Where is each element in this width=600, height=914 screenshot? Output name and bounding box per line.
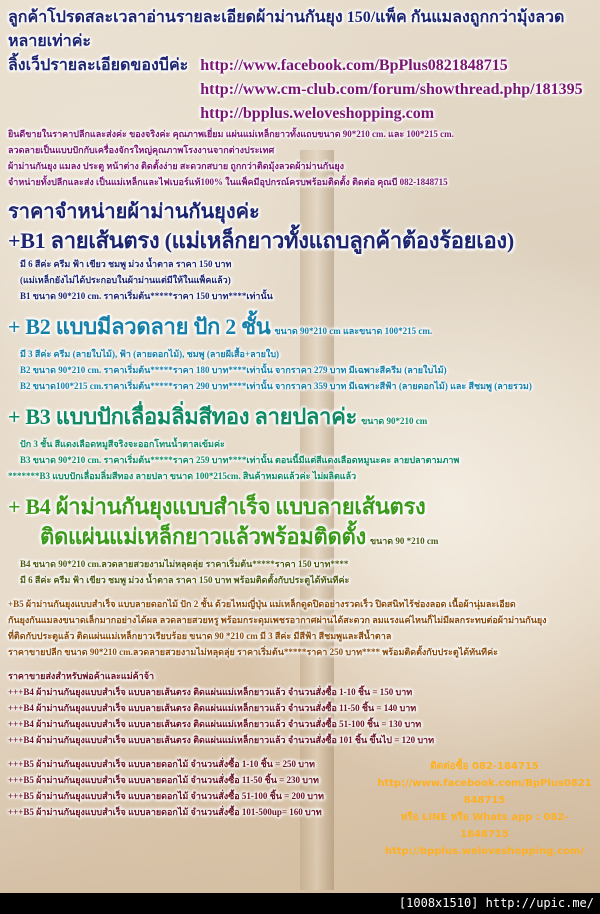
facebook-link[interactable]: http://www.facebook.com/BpPlus0821848715 [200, 57, 508, 74]
b3-line: ปัก 3 ชั้น สีแดงเลือดหมูสีจริงจะออกโทนน้ำตาลเข้มค่ะ [20, 439, 225, 449]
intro-line: ลวดลายเป็นแบบปักกับเครื่องจักรใหญ่คุณภาพโรงงานจากต่างประเทศ [8, 145, 275, 155]
b4-title: + B4 ผ้าม่านกันยุงแบบสำเร็จ แบบลายเส้นตรง [8, 494, 426, 519]
b1-line: มี 6 สีค่ะ ครีม ฟ้า เขียว ชมพู ม่วง น้ำตาล ราคา 150 บาท [20, 259, 232, 269]
b1-line: (แม่เหล็กยังไม่ได้ประกอบในผ้าม่านแต่มีให้ในแพ็คแล้ว) [20, 275, 231, 285]
b3-heading [8, 402, 592, 436]
b5-wholesale-rows [8, 756, 371, 820]
links-block [8, 54, 592, 126]
shop-link[interactable]: http://bpplus.weloveshopping.com [200, 105, 435, 122]
wholesale-row: +++B5 ผ้าม่านกันยุงแบบสำเร็จ แบบลายดอกไม้ จำนวนสั่งซื้อ 1-10 ชิ้น = 250 บาท [8, 759, 315, 769]
intro-line: ผ้าม่านกันยุง แมลง ประตู หน้าต่าง ติดตั้งง่าย สะดวกสบาย ถูกกว่าติดมุ้งลวดผ้าม่านกันยุง [8, 161, 345, 171]
wholesale-row: +++B5 ผ้าม่านกันยุงแบบสำเร็จ แบบลายดอกไม้ จำนวนสั่งซื้อ 11-50 ชิ้น = 230 บาท [8, 775, 319, 785]
b3-size: ขนาด 90*210 cm [361, 416, 428, 426]
wholesale-row: +++B4 ผ้าม่านกันยุงแบบสำเร็จ แบบลายเส้นตรง ติดแผ่นแม่เหล็กยาวแล้ว จำนวนสั่งซื้อ 101 ชิ้น ขึ้นไป = 120 บาท [8, 735, 435, 745]
footer-bar [0, 893, 600, 914]
b2-line: มี 3 สีค่ะ ครีม (ลายใบไม้), ฟ้า (ลายดอกไม้), ชมพู (ลายผีเสื้อ+ลายใบ) [20, 349, 280, 359]
wholesale-row: +++B4 ผ้าม่านกันยุงแบบสำเร็จ แบบลายเส้นตรง ติดแผ่นแม่เหล็กยาวแล้ว จำนวนสั่งซื้อ 1-10 ชิ้น = 150 บาท [8, 687, 413, 697]
price-title: ราคาจำหน่ายผ้าม่านกันยุงค่ะ [8, 201, 260, 223]
header-notice: ลูกค้าโปรดสละเวลาอ่านรายละเอียดผ้าม่านกันยุง 150/แพ็ค กันแมลงถูกกว่ามุ้งลวดหลายเท่าค่ะ [8, 9, 565, 50]
intro-line: ยินดีขายในราคาปลีกและส่งค่ะ ของจริงค่ะ คุณภาพเยี่ยม แผ่นแม่เหล็กยาวทั้งแถบขนาด 90*210 cm. และ 100*215 cm. [8, 129, 454, 139]
b2-heading [8, 312, 592, 346]
b5-line: ราคาขายปลีก ขนาด 90*210 cm.ลวดลายสวยงามไม่หลุดลุ่ย ราคาเริ่มต้น*****ราคา 250 บาท**** พร้อมติดตั้งกับประตูได้ทันทีค่ะ [8, 647, 498, 657]
b2-line: B2 ขนาด100*215 cm.ราคาเริ่มต้น*****ราคา 290 บาท****เท่านั้น จากราคา 359 บาท มีเฉพาะสีฟ้า (ลายดอกไม้) และ สีชมพู (ลายรวม) [20, 381, 532, 391]
intro-line: จำหน่ายทั้งปลีกและส่ง เป็นแม่เหล็กและไฟเบอร์แท้100% ในแพ็คมีอุปกรณ์ครบพร้อมติดตั้ง ติดต่อ คุณบี 082-1848715 [8, 177, 448, 187]
image-host-credit[interactable]: [1008x1510] http://upic.me/ [398, 896, 594, 910]
links-label: ลิ้งเว็ปรายละเอียดของบีค่ะ [8, 57, 189, 74]
b1-line: B1 ขนาด 90*210 cm. ราคาเริ่มต้น*****ราคา 150 บาท****เท่านั้น [20, 291, 273, 301]
contact-facebook[interactable]: http://www.facebook.com/BpPlus0821848715 [377, 778, 592, 806]
contact-block [377, 756, 592, 860]
b2-line: B2 ขนาด 90*210 cm. ราคาเริ่มต้น*****ราคา 180 บาท****เท่านั้น จากราคา 279 บาท มีเฉพาะสีครีม (ลายใบไม้) [20, 365, 447, 375]
b2-size: ขนาด 90*210 cm และขนาด 100*215 cm. [274, 326, 433, 336]
b5-line: +B5 ผ้าม่านกันยุงแบบสำเร็จ แบบลายดอกไม้ ปัก 2 ชั้น ด้วยไหมญี่ปุ่น แม่เหล็กดูดปิดอย่างรวดเร็ว ปิดสนิทไร้ช่องลอด เนื้อผ้านุ่มละเอียด [8, 599, 516, 609]
b4-line: มี 6 สีค่ะ ครีม ฟ้า เขียว ชมพู ม่วง น้ำตาล ราคา 150 บาท พร้อมติดตั้งกับประตูได้ทันทีค่ะ [20, 575, 350, 585]
b1-title: +B1 ลายเส้นตรง (แม่เหล็กยาวทั้งแถบลูกค้าต้องร้อยเอง) [8, 228, 514, 253]
contact-phone: ติดต่อซื้อ 082-184715 [430, 761, 539, 772]
b5-line: กันยุงกันแมลงขนาดเล็กมากอย่างได้ผล ลวดลายสวยหรู พร้อมกระดุมเพชรอากาศผ่านได้สะดวก ลมแรงแค่ไหนก็ไม่มีผลกระทบต่อผ้าม่านกันยุง [8, 615, 547, 625]
wholesale-row: +++B5 ผ้าม่านกันยุงแบบสำเร็จ แบบลายดอกไม้ จำนวนสั่งซื้อ 51-100 ชิ้น = 200 บาท [8, 791, 324, 801]
wholesale-title: ราคาขายส่งสำหรับพ่อค้าและแม่ค้าจ้า [8, 671, 155, 681]
links-list [200, 54, 582, 126]
wholesale-row: +++B4 ผ้าม่านกันยุงแบบสำเร็จ แบบลายเส้นตรง ติดแผ่นแม่เหล็กยาวแล้ว จำนวนสั่งซื้อ 11-50 ชิ้น = 140 บาท [8, 703, 417, 713]
contact-line: หรือ LINE หรือ Whats app : 082-1848715 [400, 812, 569, 840]
b4-line: B4 ขนาด 90*210 cm.ลวดลายสวยงามไม่หลุดลุ่ย ราคาเริ่มต้น*****ราคา 150 บาท**** [20, 559, 349, 569]
b4-size: ขนาด 90 *210 cm [369, 536, 439, 546]
cmclub-link[interactable]: http://www.cm-club.com/forum/showthread.php/181395 [200, 81, 583, 98]
b4-title-2: ติดแผ่นแม่เหล็กยาวแล้วพร้อมติดตั้ง [40, 524, 366, 549]
b3-line: *******B3 แบบปักเลื่อมลิ่มสีทอง ลายปลา ขนาด 100*215cm. สินค้าหมดแล้วค่ะ ไม่ผลิตแล้ว [8, 471, 357, 481]
b4-heading-2 [8, 522, 592, 556]
b5-line: ที่ติดกับประตูแล้ว ติดแผ่นแม่เหล็กยาวเรียบร้อย ขนาด 90 *210 cm มี 3 สีค่ะ มีสีฟ้า สีชมพูและสีน้ำตาล [8, 631, 392, 641]
b2-title: + B2 แบบมีลวดลาย ปัก 2 ชั้น [8, 314, 271, 339]
wholesale-row: +++B5 ผ้าม่านกันยุงแบบสำเร็จ แบบลายดอกไม้ จำนวนสั่งซื้อ 101-500up= 160 บาท [8, 807, 322, 817]
b3-title: + B3 แบบปักเลื่อมลิ่มสีทอง ลายปลาค่ะ [8, 404, 358, 429]
wholesale-row: +++B4 ผ้าม่านกันยุงแบบสำเร็จ แบบลายเส้นตรง ติดแผ่นแม่เหล็กยาวแล้ว จำนวนสั่งซื้อ 51-100 ชิ้น = 130 บาท [8, 719, 422, 729]
bottom-block [8, 756, 592, 860]
b3-line: B3 ขนาด 90*210 cm. ราคาเริ่มต้น*****ราคา 259 บาท****เท่านั้น ตอนนี้มีแต่สีแดงเลือดหมูนะคะ ลายปลาตามภาพ [20, 455, 460, 465]
contact-shop[interactable]: http://bpplus.weloveshopping.com/ [384, 846, 585, 857]
